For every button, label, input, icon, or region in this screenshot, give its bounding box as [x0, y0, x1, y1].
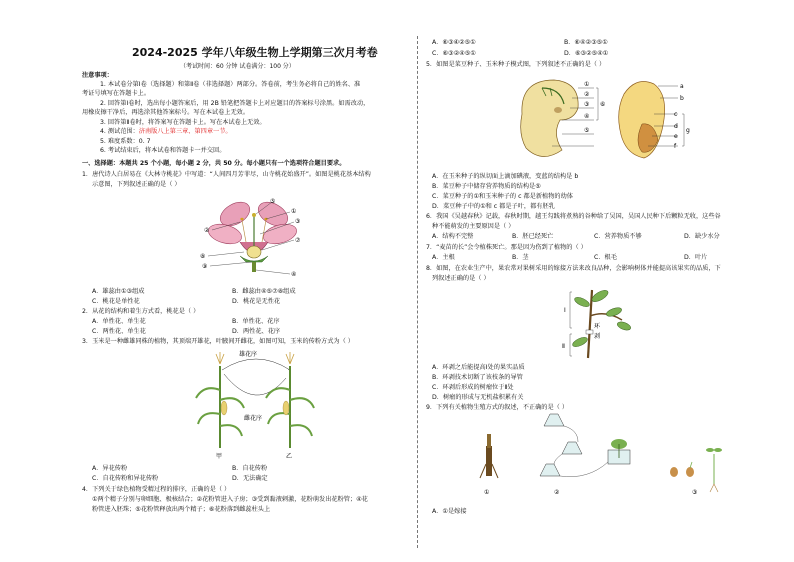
q1-option-b[interactable]: B．雌蕊由④⑤⑦⑧组成: [232, 288, 296, 295]
fig5-let-d: d: [674, 123, 678, 130]
q4-option-c[interactable]: C．⑥③②④⑤①: [432, 50, 476, 57]
fig5-let-c: c: [674, 111, 678, 118]
q7-stem: 7．“麦苗的长”会令植株死亡。那是因为伤到了植物的（ ）: [426, 244, 587, 251]
fig1-label-5: ⑤: [270, 198, 276, 205]
note-3: 3. 回答第Ⅱ卷时，将答案写在答题卡上。写在本试卷上无效。: [100, 119, 266, 126]
q4-steps-line1: ①两个精子分别与卵细胞、极核结合；②花粉管进入子房；③受到黏液刺激，花粉萌发出花粉管；④花: [92, 496, 368, 503]
reproduction-methods-figure: [478, 414, 738, 500]
q9-option-a[interactable]: A．①是嫁接: [432, 508, 467, 515]
q5-option-b[interactable]: B．菜豆种子中储存营养物质的结构是⑤: [432, 183, 541, 190]
fig8-label-ii: Ⅱ: [562, 343, 565, 350]
q8-stem-a: 8．如图，在农业生产中，果农常对果树采用的嫁接方法来改良品种，会影响树体并能提高该果实的品质，下: [426, 265, 721, 272]
q4-steps-line2: 粉管进入胚珠；⑤花粉管释放出两个精子；⑥花粉落到雌蕊柱头上: [92, 506, 271, 513]
note-2a: 2. 回答第Ⅰ卷时，选出每小题答案后，用 2B 铅笔把答题卡上对应题目的答案标号涂黑。如需改动，: [100, 100, 370, 107]
fig1-label-1: ①: [291, 208, 297, 215]
q4-stem: 4．下列关于绿色植物受精过程的排序，正确的是（ ）: [82, 486, 231, 493]
q2-option-d[interactable]: D．两性花、花序: [232, 328, 281, 335]
exam-title: 2024-2025 学年八年级生物上学期第三次月考卷: [132, 46, 378, 59]
q6-option-a[interactable]: A．结构不完整: [432, 233, 474, 240]
corn-seed-diagram: [619, 82, 690, 158]
q7-option-b[interactable]: B．茎: [512, 254, 529, 261]
note-1a: 1. 本试卷分第Ⅰ卷（选择题）和第Ⅱ卷（非选择题）两部分。答卷前，考生务必将自己的姓名、准: [100, 81, 361, 88]
fig5-let-g: g: [686, 127, 690, 134]
fig9-label-3: ③: [692, 489, 698, 496]
q6-option-c[interactable]: C．营养物质不够: [594, 233, 642, 240]
fig5-let-b: b: [680, 95, 684, 102]
fig5-let-f: f: [674, 143, 677, 150]
q4-option-a[interactable]: A．⑥③④②⑤①: [432, 39, 476, 46]
section-1-heading: 一、选择题：本题共 25 个小题，每小题 2 分，共 50 分。每小题只有一个选项符合题目要求。: [82, 160, 346, 167]
q5-option-c[interactable]: C．菜豆种子的①和玉米种子的 c 都是新植物的幼体: [432, 193, 573, 200]
q9-stem: 9．下列有关植物生殖方式的叙述，不正确的是（ ）: [426, 404, 569, 411]
fig3-male-label: 雄花序: [239, 351, 258, 358]
note-2b: 用橡皮擦干净后，再选涂其他答案标号。写在本试卷上无效。: [82, 109, 250, 116]
q1-option-a[interactable]: A．雄蕊由①③组成: [92, 288, 145, 295]
corn-plant-left: [196, 352, 244, 448]
girdling-branch-figure: [562, 286, 632, 360]
q2-stem: 2．从花的结构和着生方式看，桃花是（ ）: [82, 308, 200, 315]
corn-pollination-figure: [194, 350, 318, 462]
q8-option-d[interactable]: D．树瘤的形成与无机盐积累有关: [432, 394, 524, 401]
fig5-num-3: ③: [584, 101, 590, 108]
corn-plant-right: [266, 352, 314, 448]
fig5-let-a: a: [680, 83, 684, 90]
peach-flower-figure: [200, 194, 310, 286]
fig8-label-i: Ⅰ: [564, 307, 566, 314]
seed-structure-figure: [512, 74, 692, 164]
q5-stem: 5．如图是菜豆种子、玉米种子模式图，下列叙述不正确的是（ ）: [426, 61, 606, 68]
q3-option-c[interactable]: C．自花传粉和异花传粉: [92, 475, 159, 482]
q5-option-a[interactable]: A．在玉米种子的纵切面上滴加碘液，变蓝的结构是 b: [432, 173, 579, 180]
q2-option-c[interactable]: C．两性花、单生花: [92, 328, 146, 335]
q3-option-b[interactable]: B．自花传粉: [232, 465, 268, 472]
fig5-num-4: ④: [584, 113, 590, 120]
q8-option-c[interactable]: C．环剥后形成的树瘤位于Ⅱ处: [432, 384, 514, 391]
fig9-label-2: ②: [554, 489, 560, 496]
q6-stem-b: 种不能萌发的主要原因是（ ）: [432, 223, 515, 230]
fig9-label-1: ①: [484, 489, 490, 496]
note-6: 6. 考试结束后，将本试卷和答题卡一并交回。: [100, 147, 226, 154]
tissue-culture-diagram: [540, 414, 630, 496]
fig1-label-7: ⑦: [295, 237, 301, 244]
q1-option-c[interactable]: C．桃花是单性花: [92, 298, 140, 305]
fig3-jia-label: 甲: [216, 453, 223, 460]
note-1b: 考证号填写在答题卡上。: [82, 90, 151, 97]
fig5-let-e: e: [674, 133, 678, 140]
q7-option-d[interactable]: D．叶片: [684, 254, 708, 261]
q1-option-d[interactable]: D．桃花是无性花: [232, 298, 281, 305]
grafting-diagram: [480, 434, 498, 496]
q3-option-a[interactable]: A．异花传粉: [92, 465, 128, 472]
q2-option-a[interactable]: A．单性花、单生花: [92, 318, 146, 325]
q1-stem-a: 1．唐代诗人白居易在《大林寺桃花》中写道：“人间四月芳菲尽，山寺桃花始盛开”。如图是桃花基本结构: [82, 171, 371, 178]
q8-option-b[interactable]: B．环剥技术切断了该枝条的导管: [432, 374, 523, 381]
note-5: 5. 难度系数：0. 7: [100, 138, 151, 145]
notes-heading: 注意事项：: [82, 72, 113, 79]
fig3-female-label: 雌花序: [244, 415, 263, 422]
note-4: 4. 测试范围：济南版八上第三章、第四章一节。: [100, 128, 232, 135]
q3-option-d[interactable]: D．无法确定: [232, 475, 268, 482]
fig1-label-8: ⑧: [200, 253, 206, 260]
q6-option-d[interactable]: D．缺少水分: [684, 233, 720, 240]
q4-option-d[interactable]: D．⑥③②⑤④①: [564, 50, 609, 57]
fig3-yi-label: 乙: [286, 453, 293, 460]
fig5-num-6: ⑥: [600, 101, 606, 108]
column-divider: [417, 36, 418, 548]
fig1-label-9: ⑨: [202, 263, 208, 270]
q6-option-b[interactable]: B．胚已经死亡: [512, 233, 554, 240]
fig8-label-cut: 剥: [594, 333, 601, 340]
fig1-label-3: ③: [295, 218, 301, 225]
q2-option-b[interactable]: B．单性花、花序: [232, 318, 280, 325]
fig1-label-4: ④: [291, 271, 297, 278]
q4-option-b[interactable]: B．⑥④②③⑤①: [564, 39, 608, 46]
q6-stem-a: 6．我国《吴越春秋》记载，春秋时期，越王勾践将煮熟的谷种给了吴国，吴国人民种下后颗粒无收，这些谷: [426, 213, 721, 220]
q7-option-a[interactable]: A．主根: [432, 254, 455, 261]
bean-seed-diagram: [521, 80, 606, 157]
fig1-label-2: ②: [204, 227, 210, 234]
q8-stem-b: 列叙述正确的是（ ）: [432, 275, 490, 282]
exam-meta: （考试时间：60 分钟 试卷满分：100 分）: [180, 63, 295, 70]
fig5-num-5: ⑤: [584, 127, 590, 134]
q3-stem: 3．玉米是一种雌雄同株的植物，其顶端开雄花，叶腋间开雌花，如图可知，玉米的传粉方式为（ ）: [82, 338, 354, 345]
fig5-num-1: ①: [584, 81, 590, 88]
q1-stem-b: 示意图，下列叙述正确的是（ ）: [92, 181, 181, 188]
seed-germination-diagram: [670, 448, 722, 496]
fig5-num-2: ②: [584, 91, 590, 98]
fig8-label-ring: 环: [594, 323, 601, 330]
q8-option-a[interactable]: A．环剥之后能提高Ⅰ处的果实品质: [432, 364, 525, 371]
q5-option-d[interactable]: D．菜豆种子中的①和 c 都是子叶，都有胚乳: [432, 203, 555, 210]
q7-option-c[interactable]: C．根毛: [594, 254, 617, 261]
